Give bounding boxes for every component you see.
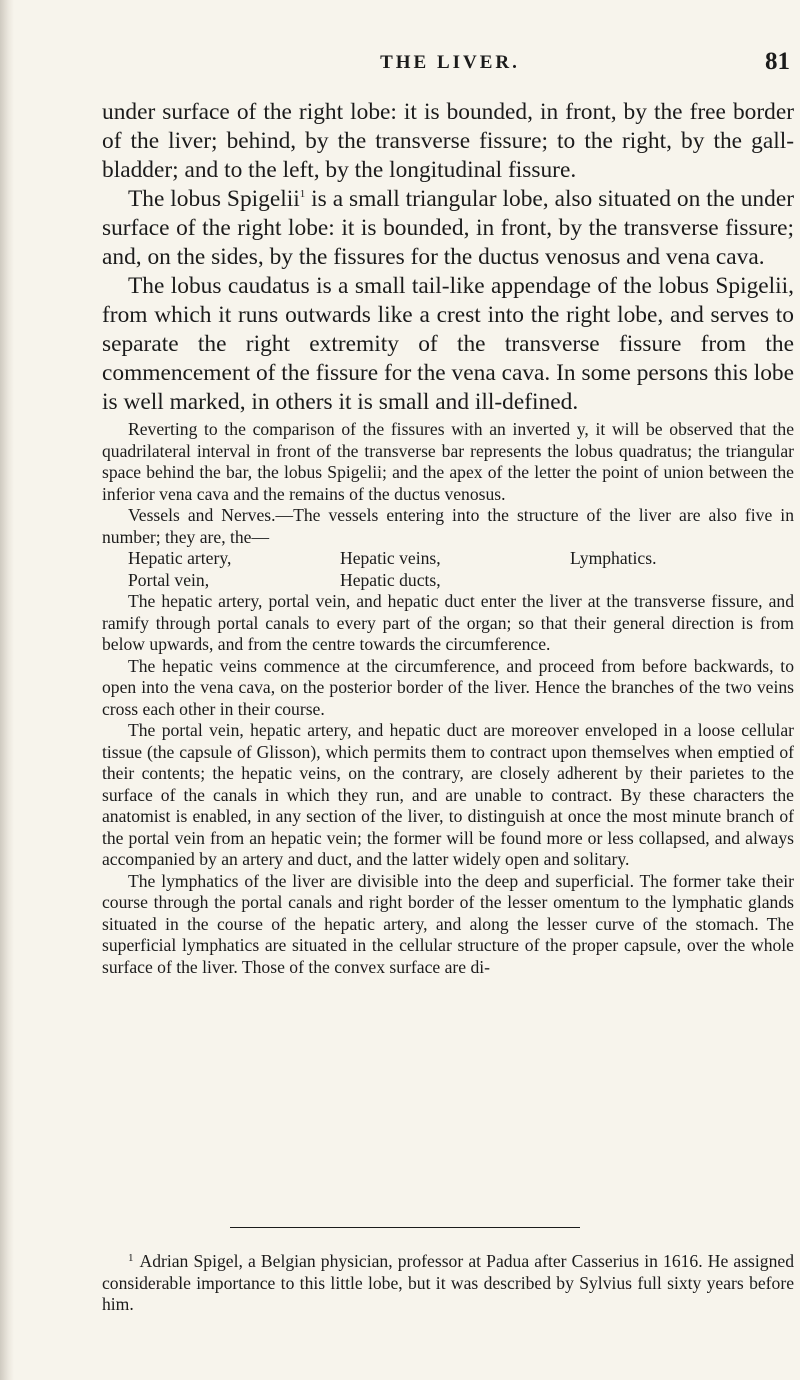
- footnote: [102, 1248, 794, 1316]
- paragraph-hepatic-veins: The hepatic veins commence at the circumference, and proceed from before backwards, to open into the vena cava, on the posterior border of the liver. Hence the branches of the two veins cross each other in their course.: [102, 655, 794, 719]
- footnote-text: Adrian Spigel, a Belgian physician, professor at Padua after Casserius in 1616. He assigned considerable importance to this little lobe, but it was described by Sylvius full sixty years before him.: [102, 1251, 794, 1314]
- vessel-list-item: Portal vein,: [128, 569, 210, 590]
- page-binding-shadow: [0, 0, 14, 1380]
- vessel-list-item: Hepatic artery,: [128, 548, 232, 568]
- paragraph-lobus-spigelii: [102, 185, 794, 272]
- page-header: [102, 48, 798, 84]
- paragraph-lymphatics: The lymphatics of the liver are divisible into the deep and superficial. The former take their course through the portal canals and right border of the lesser omentum to the lymphatic glands situated in the course of the hepatic artery, and along the lesser curve of the stomach. The superficial lymphatics are situated in the cellular structure of the proper capsule, over the whole surface of the liver. Those of the convex surface are di-: [102, 870, 794, 977]
- paragraph-capsule-of-glisson: The portal vein, hepatic artery, and hepatic duct are moreover enveloped in a loose cellular tissue (the capsule of Glisson), which permits them to contract upon themselves when emptied of their contents; the hepatic veins, on the contrary, are closely adherent by their parietes to the surface of the canals in which they run, and are unable to contract. By these characters the anatomist is enabled, in any section of the liver, to distinguish at once the most minute branch of the portal vein from an hepatic vein; the former will be found more or less collapsed, and always accompanied by an artery and duct, and the latter widely open and solitary.: [102, 720, 794, 869]
- paragraph-vessels-and-nerves: Vessels and Nerves.—The vessels entering into the structure of the liver are also five in number; they are, the—: [102, 505, 794, 547]
- paragraph-quadrate-lobe-end: under surface of the right lobe: it is bounded, in front, by the free border of the liver; behind, by the transverse fissure; to the right, by the gall-bladder; and to the left, by the longitudinal fissure.: [102, 99, 794, 183]
- vessel-list: [128, 548, 794, 591]
- paragraph-inverted-y: Reverting to the comparison of the fissures with an inverted y, it will be observed that the quadrilateral interval in front of the transverse bar represents the lobus quadratus; the triangular space behind the bar, the lobus Spigelii; and the apex of the letter the point of union between the inferior vena cava and the remains of the ductus venosus.: [102, 419, 794, 504]
- footnote-text-block: [102, 1248, 794, 1316]
- lobus-spigelii-text-start: The lobus Spigelii: [128, 186, 300, 212]
- vessel-list-item: Lymphatics.: [570, 548, 657, 568]
- footnote-mark: 1: [128, 1252, 134, 1264]
- page-number: 81: [765, 48, 790, 75]
- paragraph-lobus-caudatus: The lobus caudatus is a small tail-like appendage of the lobus Spigelii, from which it runs outwards like a crest into the right lobe, and serves to separate the right extremity of the transverse fissure from the commencement of the fissure for the vena cava. In some persons this lobe is well marked, in others it is small and ill-defined.: [102, 273, 794, 415]
- running-head: THE LIVER.: [380, 52, 520, 73]
- footnote-divider: [230, 1227, 580, 1228]
- paragraph-hepatic-artery: The hepatic artery, portal vein, and hepatic duct enter the liver at the transverse fissure, and ramify through portal canals to every part of the organ; so that their general direction is from below upwards, and from the centre towards the circumference.: [102, 591, 794, 654]
- footnote-reference: 1: [299, 188, 306, 200]
- body-text: [102, 98, 794, 978]
- vessel-list-item: [570, 570, 770, 592]
- vessel-list-item: Hepatic veins,: [340, 548, 441, 568]
- lobus-spigelii-text-rest: is a small triangular lobe, also situated on the under surface of the right lobe: it is bounded, in front, by the transverse fissure; and, on the sides, by the fissures for the ductus venosus and vena cava.: [102, 186, 794, 270]
- vessel-list-item: Hepatic ducts,: [340, 569, 441, 590]
